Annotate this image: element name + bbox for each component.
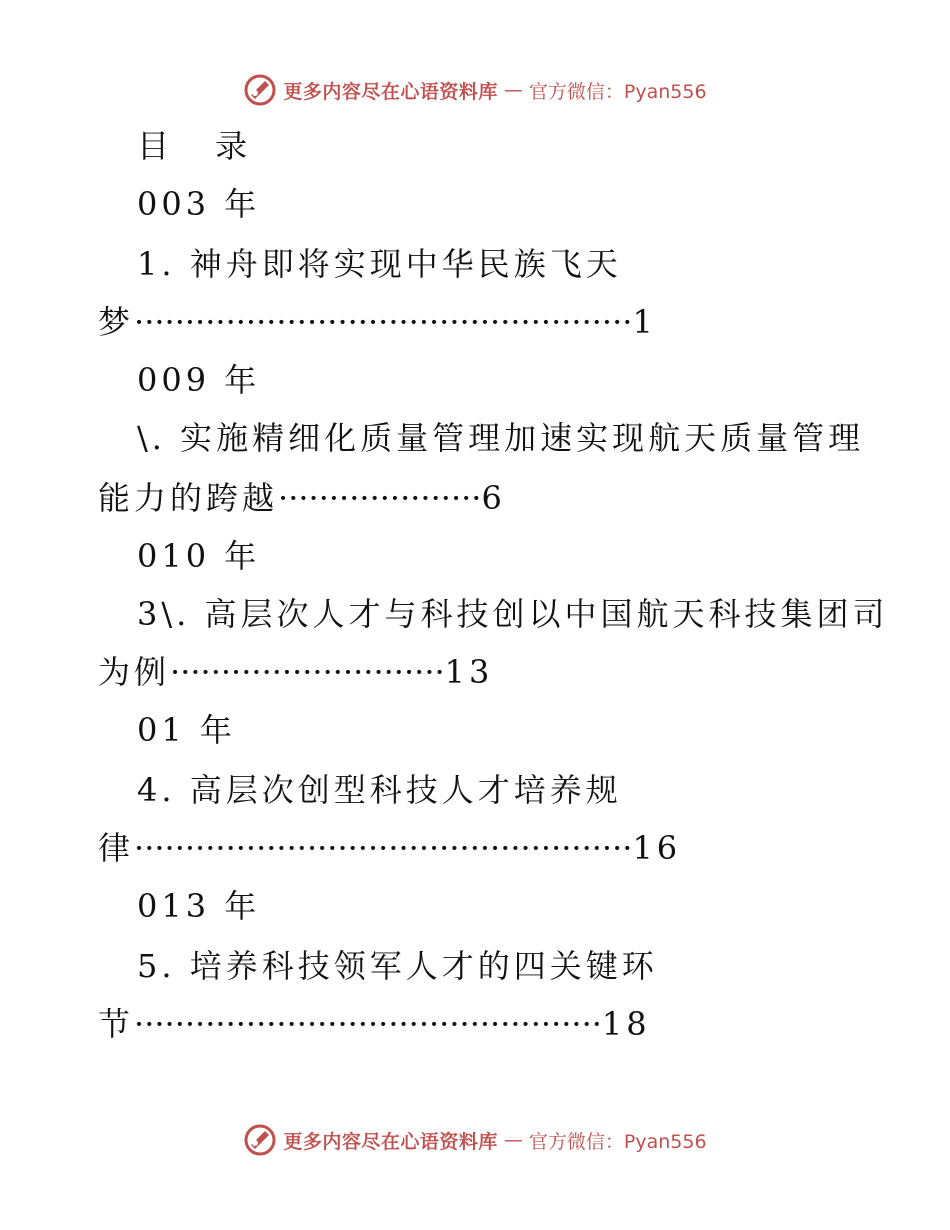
toc-page-number: 1 bbox=[632, 303, 657, 341]
toc-page-number: 18 bbox=[601, 1005, 651, 1043]
toc-page-number: 16 bbox=[632, 829, 682, 867]
toc-heading: 1. 神舟即将实现中华民族飞天 bbox=[137, 245, 622, 283]
banner-wechat: 官方微信：Pyan556 bbox=[528, 80, 707, 103]
header-banner bbox=[0, 70, 950, 110]
toc-leader-dots: ··························· bbox=[170, 653, 445, 691]
banner-text: 更多内容尽在心语资料库 bbox=[283, 1130, 498, 1153]
toc-heading: 5. 培养科技领军人才的四关键环 bbox=[137, 947, 658, 985]
footer-banner bbox=[0, 1120, 950, 1160]
toc-year: 003 年 bbox=[137, 185, 261, 223]
toc-year: 009 年 bbox=[137, 361, 261, 399]
toc-leader-dots: ···················· bbox=[278, 479, 482, 517]
toc-entry-line[interactable] bbox=[98, 1004, 651, 1044]
brand-logo-icon bbox=[243, 1123, 277, 1157]
toc-heading-tail: 梦 bbox=[98, 303, 135, 341]
toc-heading-tail: 律 bbox=[98, 829, 135, 867]
toc-heading: \. 实施精细化质量管理加速实现航天质量管理 bbox=[137, 419, 865, 457]
brand-logo-icon bbox=[243, 73, 277, 107]
toc-leader-dots: ················································· bbox=[134, 303, 633, 341]
toc-year: 01 年 bbox=[137, 711, 236, 749]
toc-entry-line[interactable] bbox=[98, 302, 657, 342]
banner-separator: — bbox=[503, 1129, 523, 1151]
toc-entry-line[interactable] bbox=[98, 828, 681, 868]
toc-heading-tail: 为例 bbox=[98, 653, 171, 691]
toc-entry-line[interactable] bbox=[98, 652, 493, 692]
toc-heading-tail: 节 bbox=[98, 1005, 135, 1043]
toc-entry-line[interactable] bbox=[98, 478, 506, 518]
toc-leader-dots: ················································· bbox=[134, 829, 633, 867]
toc-heading: 3\. 高层次人才与科技创以中国航天科技集团司 bbox=[137, 595, 889, 633]
banner-text: 更多内容尽在心语资料库 bbox=[283, 80, 498, 103]
toc-page-number: 13 bbox=[444, 653, 494, 691]
toc-leader-dots: ·············································· bbox=[134, 1005, 602, 1043]
toc-year: 010 年 bbox=[137, 537, 261, 575]
toc-heading-tail: 能力的跨越 bbox=[98, 479, 279, 517]
toc-title: 目 录 bbox=[137, 127, 266, 165]
banner-wechat: 官方微信：Pyan556 bbox=[528, 1130, 707, 1153]
banner-separator: — bbox=[503, 79, 523, 101]
toc-page-number: 6 bbox=[481, 479, 506, 517]
toc-year: 013 年 bbox=[137, 887, 261, 925]
toc-heading: 4. 高层次创型科技人才培养规 bbox=[137, 771, 622, 809]
